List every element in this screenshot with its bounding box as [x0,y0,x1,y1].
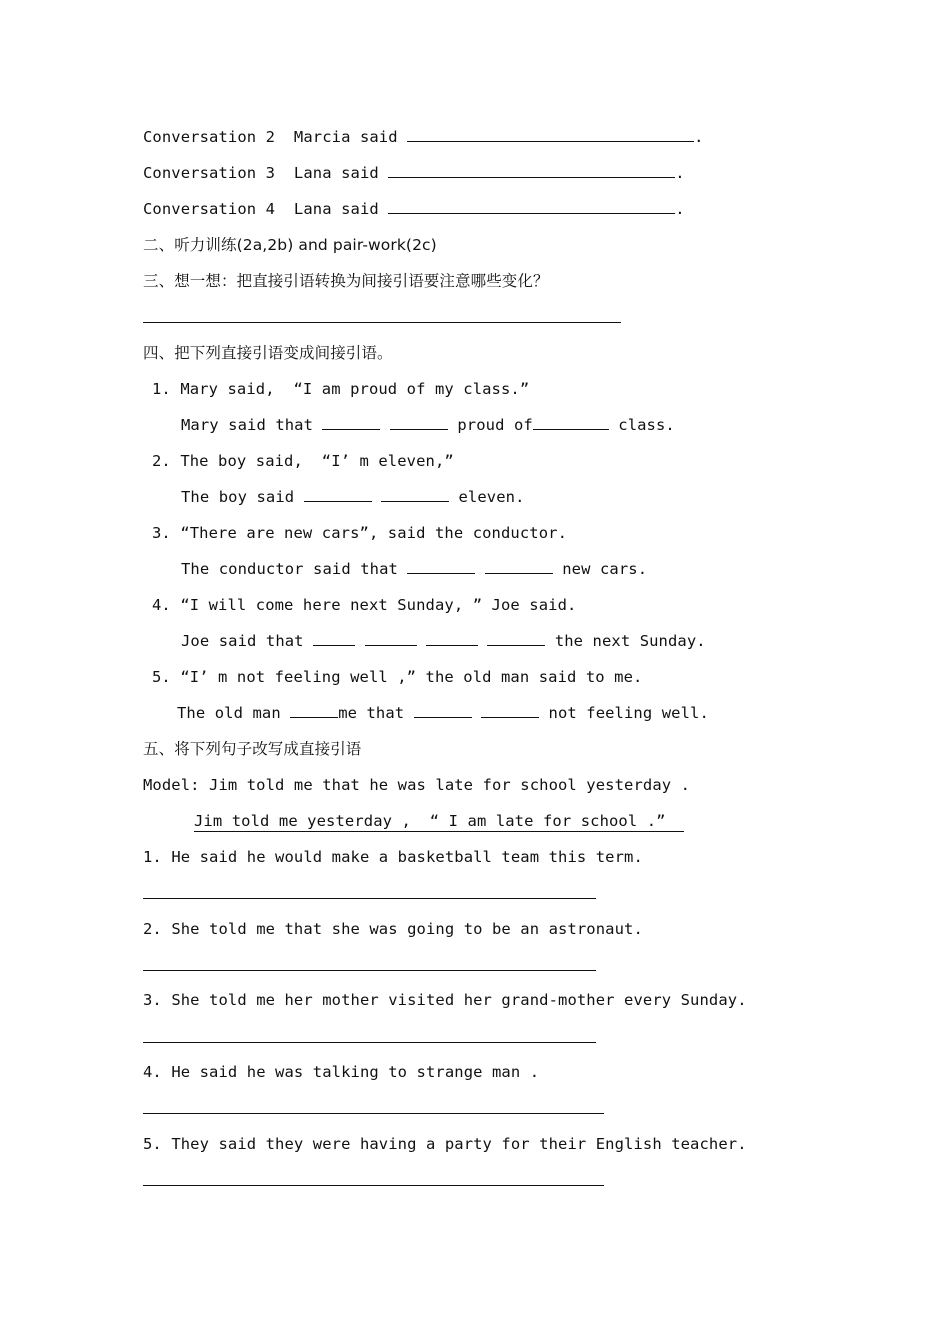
answer-blank[interactable] [290,703,338,718]
answer-blank[interactable] [365,631,417,646]
answer-blank[interactable] [481,703,539,718]
answer-blank[interactable] [426,631,478,646]
answer-blank[interactable] [388,199,675,214]
answer-blank[interactable] [313,631,355,646]
answer-blank[interactable] [485,559,553,574]
section-5-title: 五、将下列句子改写成直接引语 [143,740,362,758]
answer-blank[interactable] [304,487,372,502]
exercise-answer: Joe said that the next Sunday. [181,632,706,650]
conversation-speaker: Marcia said [293,128,398,146]
conversation-2-line: Conversation 2 Marcia said . [143,128,704,146]
exercise-answer: The conductor said that new cars. [181,560,648,578]
section-2-title: 二、听力训练(2a,2b) and pair-work(2c) [143,236,437,254]
conversation-label: Conversation 3 [143,164,276,182]
answer-blank[interactable] [381,487,449,502]
exercise-item: 5. “I’ m not feeling well ,” the old man said to me. [152,668,643,686]
exercise-item: 3. “There are new cars”, said the conductor. [152,524,568,542]
conversation-label: Conversation 2 [143,128,276,146]
answer-line[interactable] [143,970,596,971]
exercise-answer: The old man me that not feeling well. [177,704,709,722]
rewrite-item: 2. She told me that she was going to be an astronaut. [143,920,643,938]
exercise-answer: Mary said that proud of class. [181,416,675,434]
answer-blank[interactable] [487,631,545,646]
rewrite-item: 4. He said he was talking to strange man . [143,1063,540,1081]
model-answer: Jim told me yesterday , “ I am late for school .” [194,812,685,830]
conversation-4-line: Conversation 4 Lana said . [143,200,685,218]
answer-blank[interactable] [390,415,448,430]
section-3-title: 三、想一想：把直接引语转换为间接引语要注意哪些变化？ [143,272,549,290]
answer-line[interactable] [143,1042,596,1043]
conversation-speaker: Lana said [293,200,379,218]
conversation-speaker: Lana said [293,164,379,182]
rewrite-item: 1. He said he would make a basketball team this term. [143,848,643,866]
answer-blank[interactable] [533,415,609,430]
exercise-item: 1. Mary said, “I am proud of my class.” [152,380,530,398]
conversation-label: Conversation 4 [143,200,276,218]
answer-blank[interactable] [407,559,475,574]
answer-blank[interactable] [407,127,694,142]
answer-line[interactable] [143,322,621,323]
model-sentence: Model: Jim told me that he was late for school yesterday . [143,776,691,794]
exercise-item: 2. The boy said, “I’ m eleven,” [152,452,454,470]
answer-blank[interactable] [388,163,675,178]
exercise-answer: The boy said eleven. [181,488,525,506]
rewrite-item: 3. She told me her mother visited her grand-mother every Sunday. [143,991,747,1009]
section-4-title: 四、把下列直接引语变成间接引语。 [143,344,393,362]
rewrite-item: 5. They said they were having a party for their English teacher. [143,1135,747,1153]
answer-line[interactable] [143,1113,604,1114]
answer-line[interactable] [143,1185,604,1186]
answer-line[interactable] [143,898,596,899]
exercise-item: 4. “I will come here next Sunday, ” Joe said. [152,596,577,614]
conversation-3-line: Conversation 3 Lana said . [143,164,685,182]
answer-blank[interactable] [414,703,472,718]
answer-blank[interactable] [322,415,380,430]
